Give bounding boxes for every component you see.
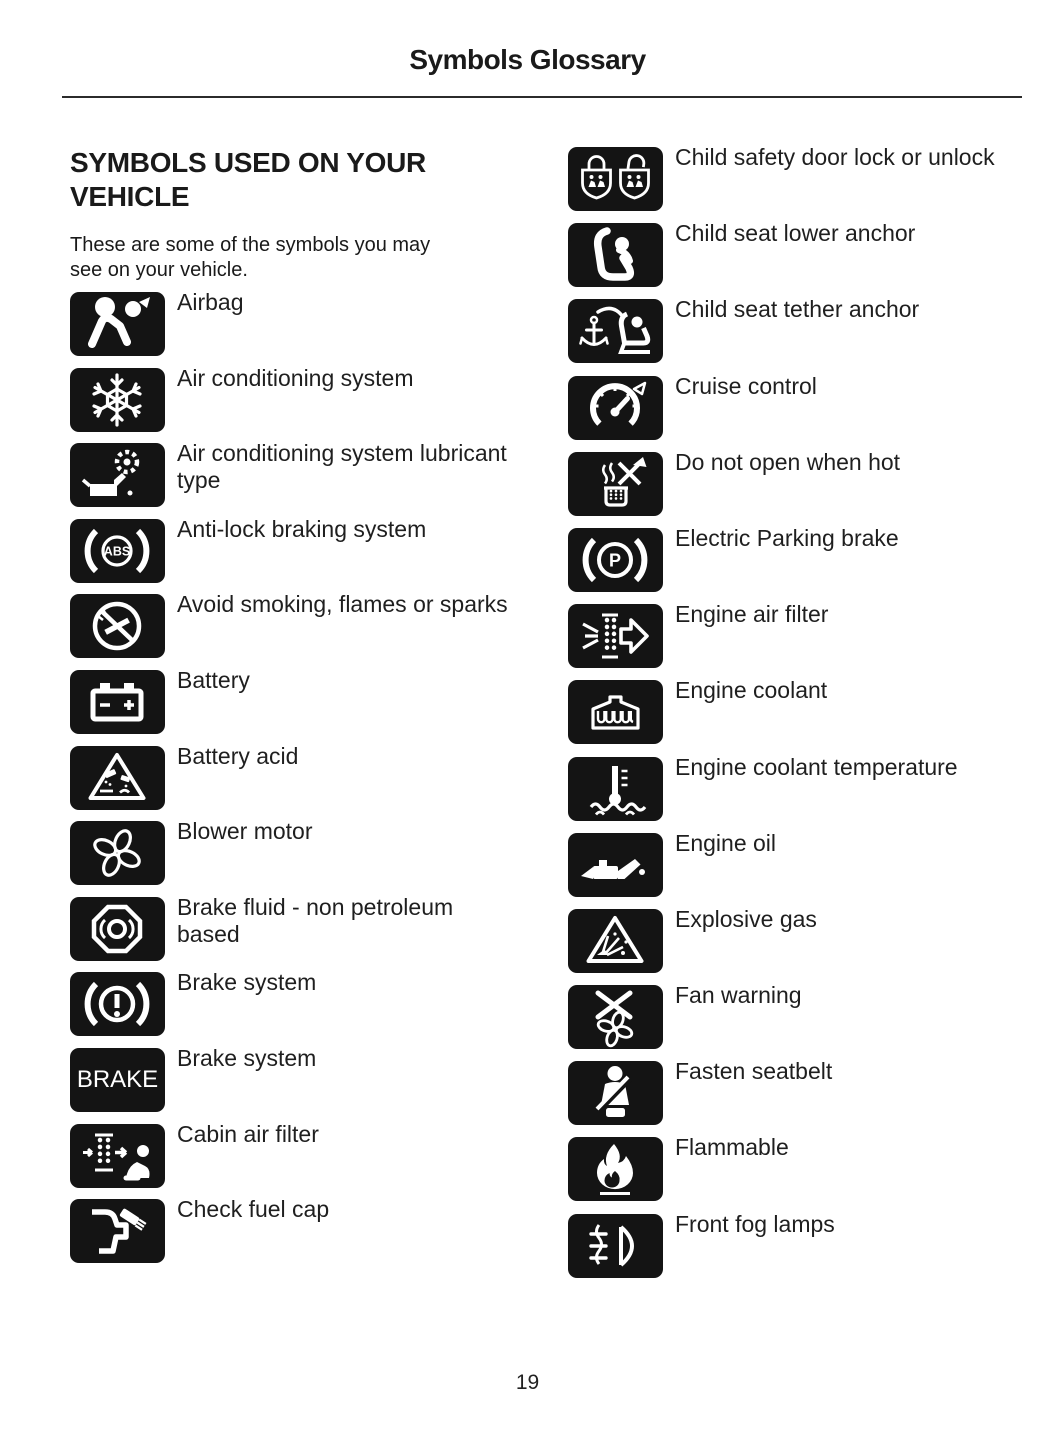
electric-parking-brake-icon <box>568 528 663 592</box>
symbol-label: Engine coolant temperature <box>675 753 958 780</box>
symbol-label: Battery acid <box>177 742 299 769</box>
symbol-row <box>568 1058 1028 1125</box>
fan-warning-icon <box>568 985 663 1049</box>
symbol-label: Explosive gas <box>675 905 817 932</box>
symbol-row <box>70 440 540 507</box>
symbol-row <box>70 742 540 810</box>
explosive-gas-icon <box>568 909 663 973</box>
symbol-label: Brake fluid - non petroleum based <box>177 893 454 947</box>
symbol-label: Do not open when hot <box>675 448 901 475</box>
engine-oil-icon <box>568 833 663 897</box>
child-seat-tether-anchor-icon <box>568 299 663 363</box>
symbol-label: Child seat lower anchor <box>675 220 916 247</box>
symbol-label: Engine coolant <box>675 677 828 704</box>
symbol-label: Brake system <box>177 1044 317 1071</box>
air-conditioning-icon <box>70 368 165 432</box>
symbol-label: Battery <box>177 666 250 693</box>
symbol-row <box>70 969 540 1036</box>
symbol-row <box>70 666 540 734</box>
brake-word: BRAKE <box>76 1065 159 1093</box>
child-safety-door-lock-icon <box>568 147 663 211</box>
symbol-row <box>568 524 1028 592</box>
engine-coolant-temperature-icon <box>568 757 663 821</box>
intro-text: These are some of the symbols you may see on your vehicle. <box>70 234 431 281</box>
front-fog-lamps-icon <box>568 1214 663 1278</box>
cabin-air-filter-icon <box>70 1124 165 1188</box>
symbol-row <box>568 829 1028 897</box>
symbol-row <box>70 364 540 432</box>
symbol-row <box>568 220 1028 287</box>
symbol-label: Air conditioning system <box>177 364 414 391</box>
brake-text-icon <box>70 1048 165 1112</box>
symbol-row <box>568 601 1028 668</box>
symbol-row <box>70 591 540 658</box>
cruise-control-icon <box>568 376 663 440</box>
symbol-label: Cruise control <box>675 372 817 399</box>
symbol-label: Front fog lamps <box>675 1210 835 1237</box>
ac-lubricant-icon <box>70 443 165 507</box>
symbol-row <box>568 982 1028 1049</box>
symbol-label: Air conditioning system lubricant type <box>177 440 507 494</box>
symbols-list-left <box>70 289 540 1275</box>
symbol-label: Child safety door lock or unlock <box>675 144 995 170</box>
symbol-row <box>568 905 1028 973</box>
header-divider <box>62 96 1022 98</box>
brake-fluid-icon <box>70 897 165 961</box>
flammable-icon <box>568 1137 663 1201</box>
section-heading: SYMBOLS USED ON YOUR VEHICLE <box>70 147 426 212</box>
do-not-open-when-hot-icon <box>568 452 663 516</box>
svg-text:ABS: ABS <box>103 544 131 559</box>
symbol-row <box>568 372 1028 440</box>
symbol-row <box>70 515 540 583</box>
symbol-row <box>568 753 1028 821</box>
symbol-row <box>70 1196 540 1263</box>
symbol-label: Flammable <box>675 1134 789 1161</box>
symbols-list-right <box>568 144 1028 1290</box>
child-seat-lower-anchor-icon <box>568 223 663 287</box>
symbol-label: Engine air filter <box>675 601 829 628</box>
brake-system-icon <box>70 972 165 1036</box>
symbol-label: Brake system <box>177 969 317 996</box>
symbol-label: Fan warning <box>675 982 802 1009</box>
fasten-seatbelt-icon <box>568 1061 663 1125</box>
symbol-row <box>70 1120 540 1188</box>
symbol-row <box>70 893 540 961</box>
page-title: Symbols Glossary <box>409 44 646 75</box>
abs-icon <box>70 519 165 583</box>
symbol-row <box>568 448 1028 516</box>
page-number: 19 <box>515 1371 540 1394</box>
check-fuel-cap-icon <box>70 1199 165 1263</box>
symbol-row <box>568 296 1028 363</box>
symbol-label: Anti-lock braking system <box>177 515 427 542</box>
symbol-label: Blower motor <box>177 818 313 845</box>
symbol-row <box>70 289 540 356</box>
symbol-row <box>568 1134 1028 1201</box>
symbol-label: Fasten seatbelt <box>675 1058 833 1085</box>
symbol-label: Avoid smoking, flames or sparks <box>177 591 508 618</box>
symbol-row <box>568 1210 1028 1278</box>
symbol-row <box>70 818 540 885</box>
symbol-label: Engine oil <box>675 829 777 856</box>
blower-motor-icon <box>70 821 165 885</box>
engine-air-filter-icon <box>568 604 663 668</box>
symbol-label: Airbag <box>177 289 244 315</box>
no-smoking-icon <box>70 594 165 658</box>
symbol-row <box>568 144 1028 211</box>
symbol-row <box>70 1044 540 1112</box>
airbag-icon <box>70 292 165 356</box>
svg-text:P: P <box>608 550 622 571</box>
symbol-label: Cabin air filter <box>177 1120 319 1147</box>
symbol-label: Electric Parking brake <box>675 524 899 551</box>
battery-acid-icon <box>70 746 165 810</box>
engine-coolant-icon <box>568 680 663 744</box>
symbol-label: Check fuel cap <box>177 1196 330 1223</box>
symbol-row <box>568 677 1028 744</box>
symbol-label: Child seat tether anchor <box>675 296 920 323</box>
battery-icon <box>70 670 165 734</box>
